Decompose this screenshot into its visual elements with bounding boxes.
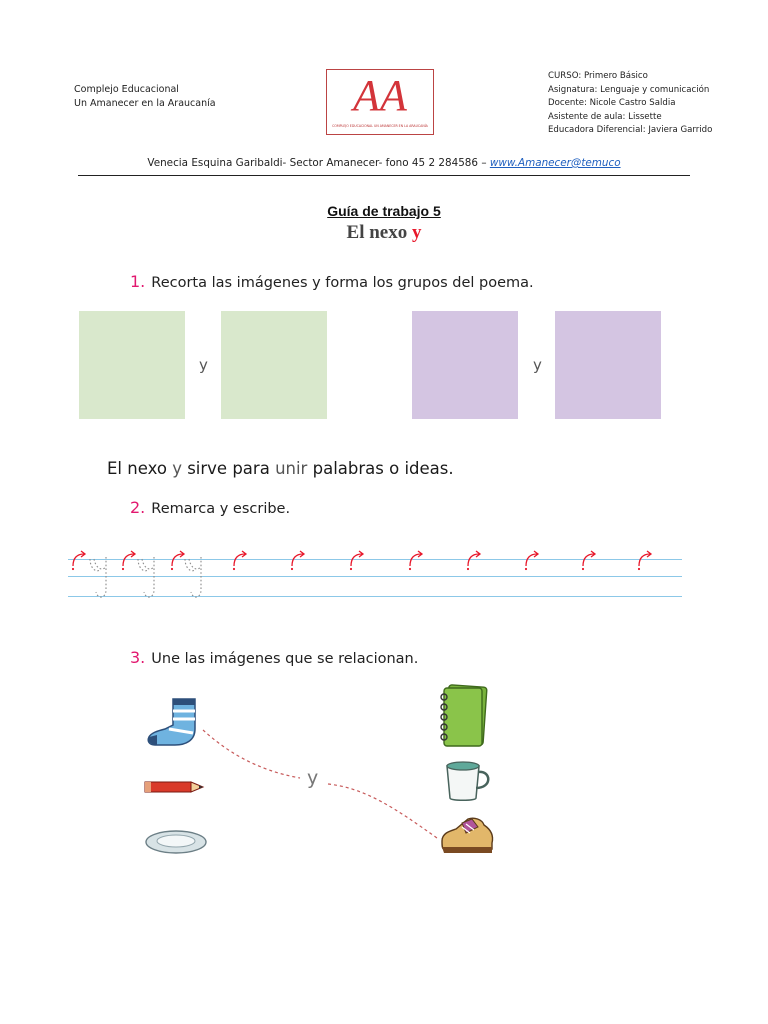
logo-caption: COMPLEJO EDUCACIONAL UN AMANECER EN LA ARAUCANÍA [332,124,428,128]
page-subtitle [0,222,768,244]
green-box-2 [221,311,327,419]
info-course: CURSO: Primero Básico [548,71,648,81]
dotted-y-1 [90,557,106,597]
example-connector-y: y [307,767,319,789]
course-info [548,70,712,138]
nexo-part-1: El nexo [107,459,167,478]
info-educator: Educadora Diferencial: Javiera Garrido [548,125,713,136]
school-name [74,83,216,110]
subtitle-highlight: y [411,222,422,243]
dotted-y-3 [185,557,201,597]
shoe-icon[interactable] [438,815,496,859]
question-3 [130,648,418,667]
question-3-number: 3. [130,648,146,667]
school-logo [326,69,434,135]
question-2-text: Remarca y escribe. [151,501,291,517]
nexo-part-2: y [172,459,182,478]
school-line-2: Un Amanecer en la Araucanía [74,97,216,109]
school-line-1: Complejo Educacional [74,84,179,95]
question-2-number: 2. [130,498,146,517]
logo-letters: AA [353,71,407,120]
sock-icon[interactable] [145,695,207,749]
page-title: Guía de trabajo 5 [327,203,441,219]
header-divider [78,175,690,176]
start-arrow-1 [72,551,85,570]
start-arrow-2 [122,551,135,570]
address-text: Venecia Esquina Garibaldi- Sector Amanecer- fono 45 2 284586 – [147,157,487,169]
question-1-text: Recorta las imágenes y forma los grupos del poema. [151,275,534,291]
connector-y-left: y [199,356,208,374]
start-arrow-11 [638,551,651,570]
address-line [0,157,768,169]
info-teacher: Docente: Nicole Castro Saldia [548,98,676,109]
question-3-text: Une las imágenes que se relacionan. [151,651,419,667]
pencil-icon[interactable] [143,776,207,798]
nexo-part-4: unir [275,459,308,478]
question-1-number: 1. [130,272,146,291]
green-box-1 [79,311,185,419]
nexo-part-5: palabras o ideas. [312,459,454,478]
example-connection-line [195,720,445,845]
info-subject: Asignatura: Lenguaje y comunicación [548,84,710,95]
info-assistant: Asistente de aula: Lissette [548,111,662,122]
start-arrow-5 [291,551,304,570]
notebook-icon[interactable] [437,683,489,749]
start-arrow-9 [525,551,538,570]
start-arrow-8 [467,551,480,570]
tracing-area[interactable] [60,540,700,602]
subtitle-prefix: El nexo [346,222,408,243]
start-arrow-7 [409,551,422,570]
address-link[interactable]: www.Amanecer@temuco [489,157,621,169]
start-arrow-6 [350,551,363,570]
start-arrow-4 [233,551,246,570]
start-arrow-3 [171,551,184,570]
cup-icon[interactable] [443,758,495,804]
dotted-y-2 [138,557,154,597]
purple-box-1 [412,311,518,419]
question-2 [130,498,290,517]
start-arrow-10 [582,551,595,570]
purple-box-2 [555,311,661,419]
question-1 [130,272,534,291]
connector-y-right: y [533,356,542,374]
nexo-sentence [107,459,454,478]
nexo-part-3: sirve para [187,459,270,478]
plate-icon[interactable] [143,826,209,858]
